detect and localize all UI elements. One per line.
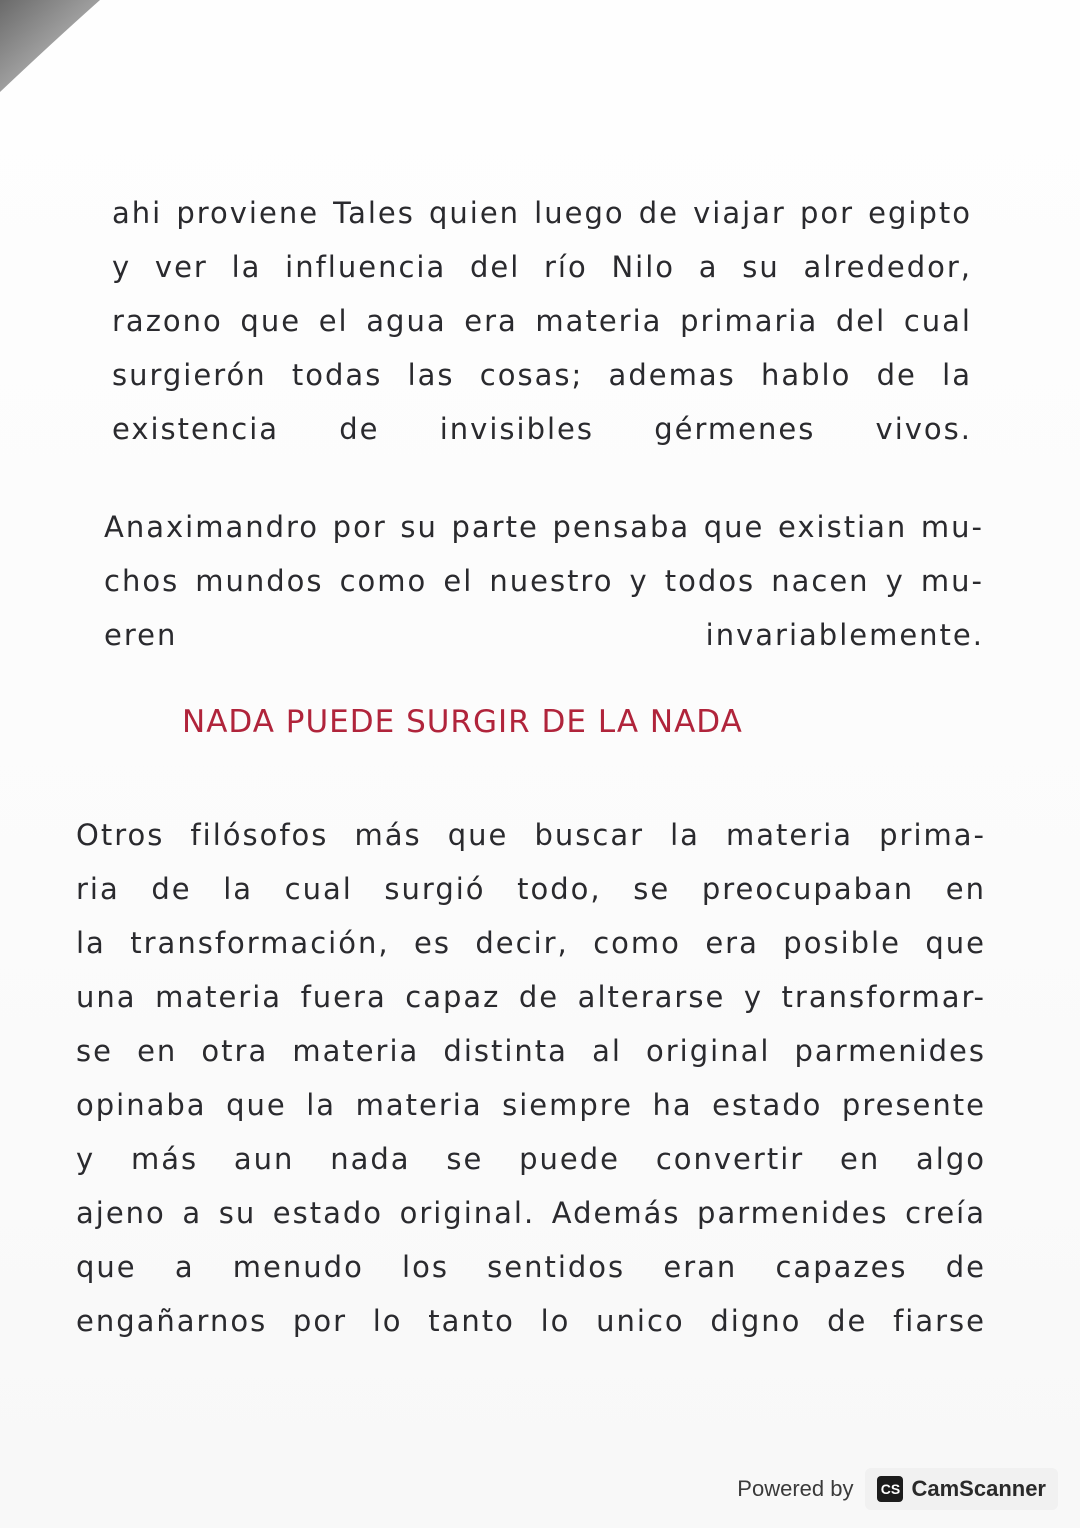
camscanner-logo-icon: CS	[877, 1476, 903, 1502]
powered-by-label: Powered by	[737, 1476, 854, 1501]
text-line: opinaba que la materia siempre ha estado presente	[76, 1088, 986, 1122]
page-fold-shadow	[0, 0, 110, 95]
text-line: y ver la influencia del río Nilo a su alrededor,	[112, 250, 972, 284]
paragraph-tales	[112, 186, 972, 456]
text-line: eren invariablemente.	[104, 618, 984, 652]
text-line: Otros filósofos más que buscar la materia prima-	[76, 818, 986, 852]
camscanner-brand: CamScanner	[911, 1476, 1046, 1501]
text-line: razono que el agua era materia primaria del cual	[112, 304, 972, 338]
text-line: ria de la cual surgió todo, se preocupaban en	[76, 872, 986, 906]
camscanner-badge	[865, 1468, 1058, 1510]
paragraph-anaximandro	[104, 500, 984, 662]
text-line: y más aun nada se puede convertir en algo	[76, 1142, 986, 1176]
text-line: existencia de invisibles gérmenes vivos.	[112, 412, 972, 446]
section-heading: NADA PUEDE SURGIR DE LA NADA	[182, 704, 743, 740]
text-line: la transformación, es decir, como era posible que	[76, 926, 986, 960]
text-line: que a menudo los sentidos eran capazes de	[76, 1250, 986, 1284]
text-line: Anaximandro por su parte pensaba que existian mu-	[104, 510, 984, 544]
camscanner-watermark	[737, 1464, 1058, 1514]
text-line: ajeno a su estado original. Además parmenides creía	[76, 1196, 986, 1230]
text-line: se en otra materia distinta al original parmenides	[76, 1034, 986, 1068]
text-line: surgierón todas las cosas; ademas hablo de la	[112, 358, 972, 392]
text-line: chos mundos como el nuestro y todos nacen y mu-	[104, 564, 984, 598]
text-line: una materia fuera capaz de alterarse y transformar-	[76, 980, 986, 1014]
text-line: ahi proviene Tales quien luego de viajar por egipto	[112, 196, 972, 230]
text-line: engañarnos por lo tanto lo unico digno de fiarse	[76, 1304, 986, 1338]
paragraph-parmenides	[76, 808, 986, 1348]
